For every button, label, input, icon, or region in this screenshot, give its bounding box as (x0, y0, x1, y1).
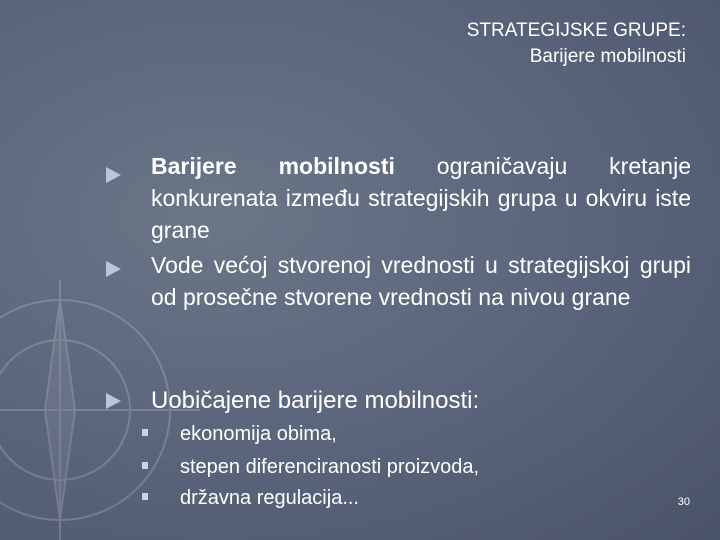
bullet-1-rest: ograničavaju kretanje konkurenata između strategijskih grupa u okviru iste grane (151, 153, 691, 243)
bullet-1-bold: Barijere mobilnosti (151, 153, 395, 179)
sub-bullet-2: stepen diferenciranosti proizvoda, (180, 456, 480, 478)
page-number: 30 (677, 496, 690, 508)
bullet-text-1 (151, 150, 691, 246)
square-bullet-icon (142, 462, 148, 469)
square-bullet-icon (142, 429, 148, 436)
title-line-2: Barijere mobilnosti (529, 46, 686, 67)
triangle-right-icon (106, 261, 121, 277)
title-line-1: STRATEGIJSKE GRUPE: (466, 20, 686, 41)
square-bullet-icon (142, 493, 148, 500)
sub-bullet-3: državna regulacija... (180, 487, 359, 509)
triangle-right-icon (106, 393, 121, 409)
bullet-text-3: Uobičajene barijere mobilnosti: (151, 387, 480, 414)
triangle-right-icon (106, 167, 121, 183)
sub-bullet-1: ekonomija obima, (180, 423, 337, 445)
bullet-text-2: Vode većoj stvorenoj vrednosti u strategijskoj grupi od prosečne stvorene vrednosti na nivou grane (151, 252, 691, 310)
